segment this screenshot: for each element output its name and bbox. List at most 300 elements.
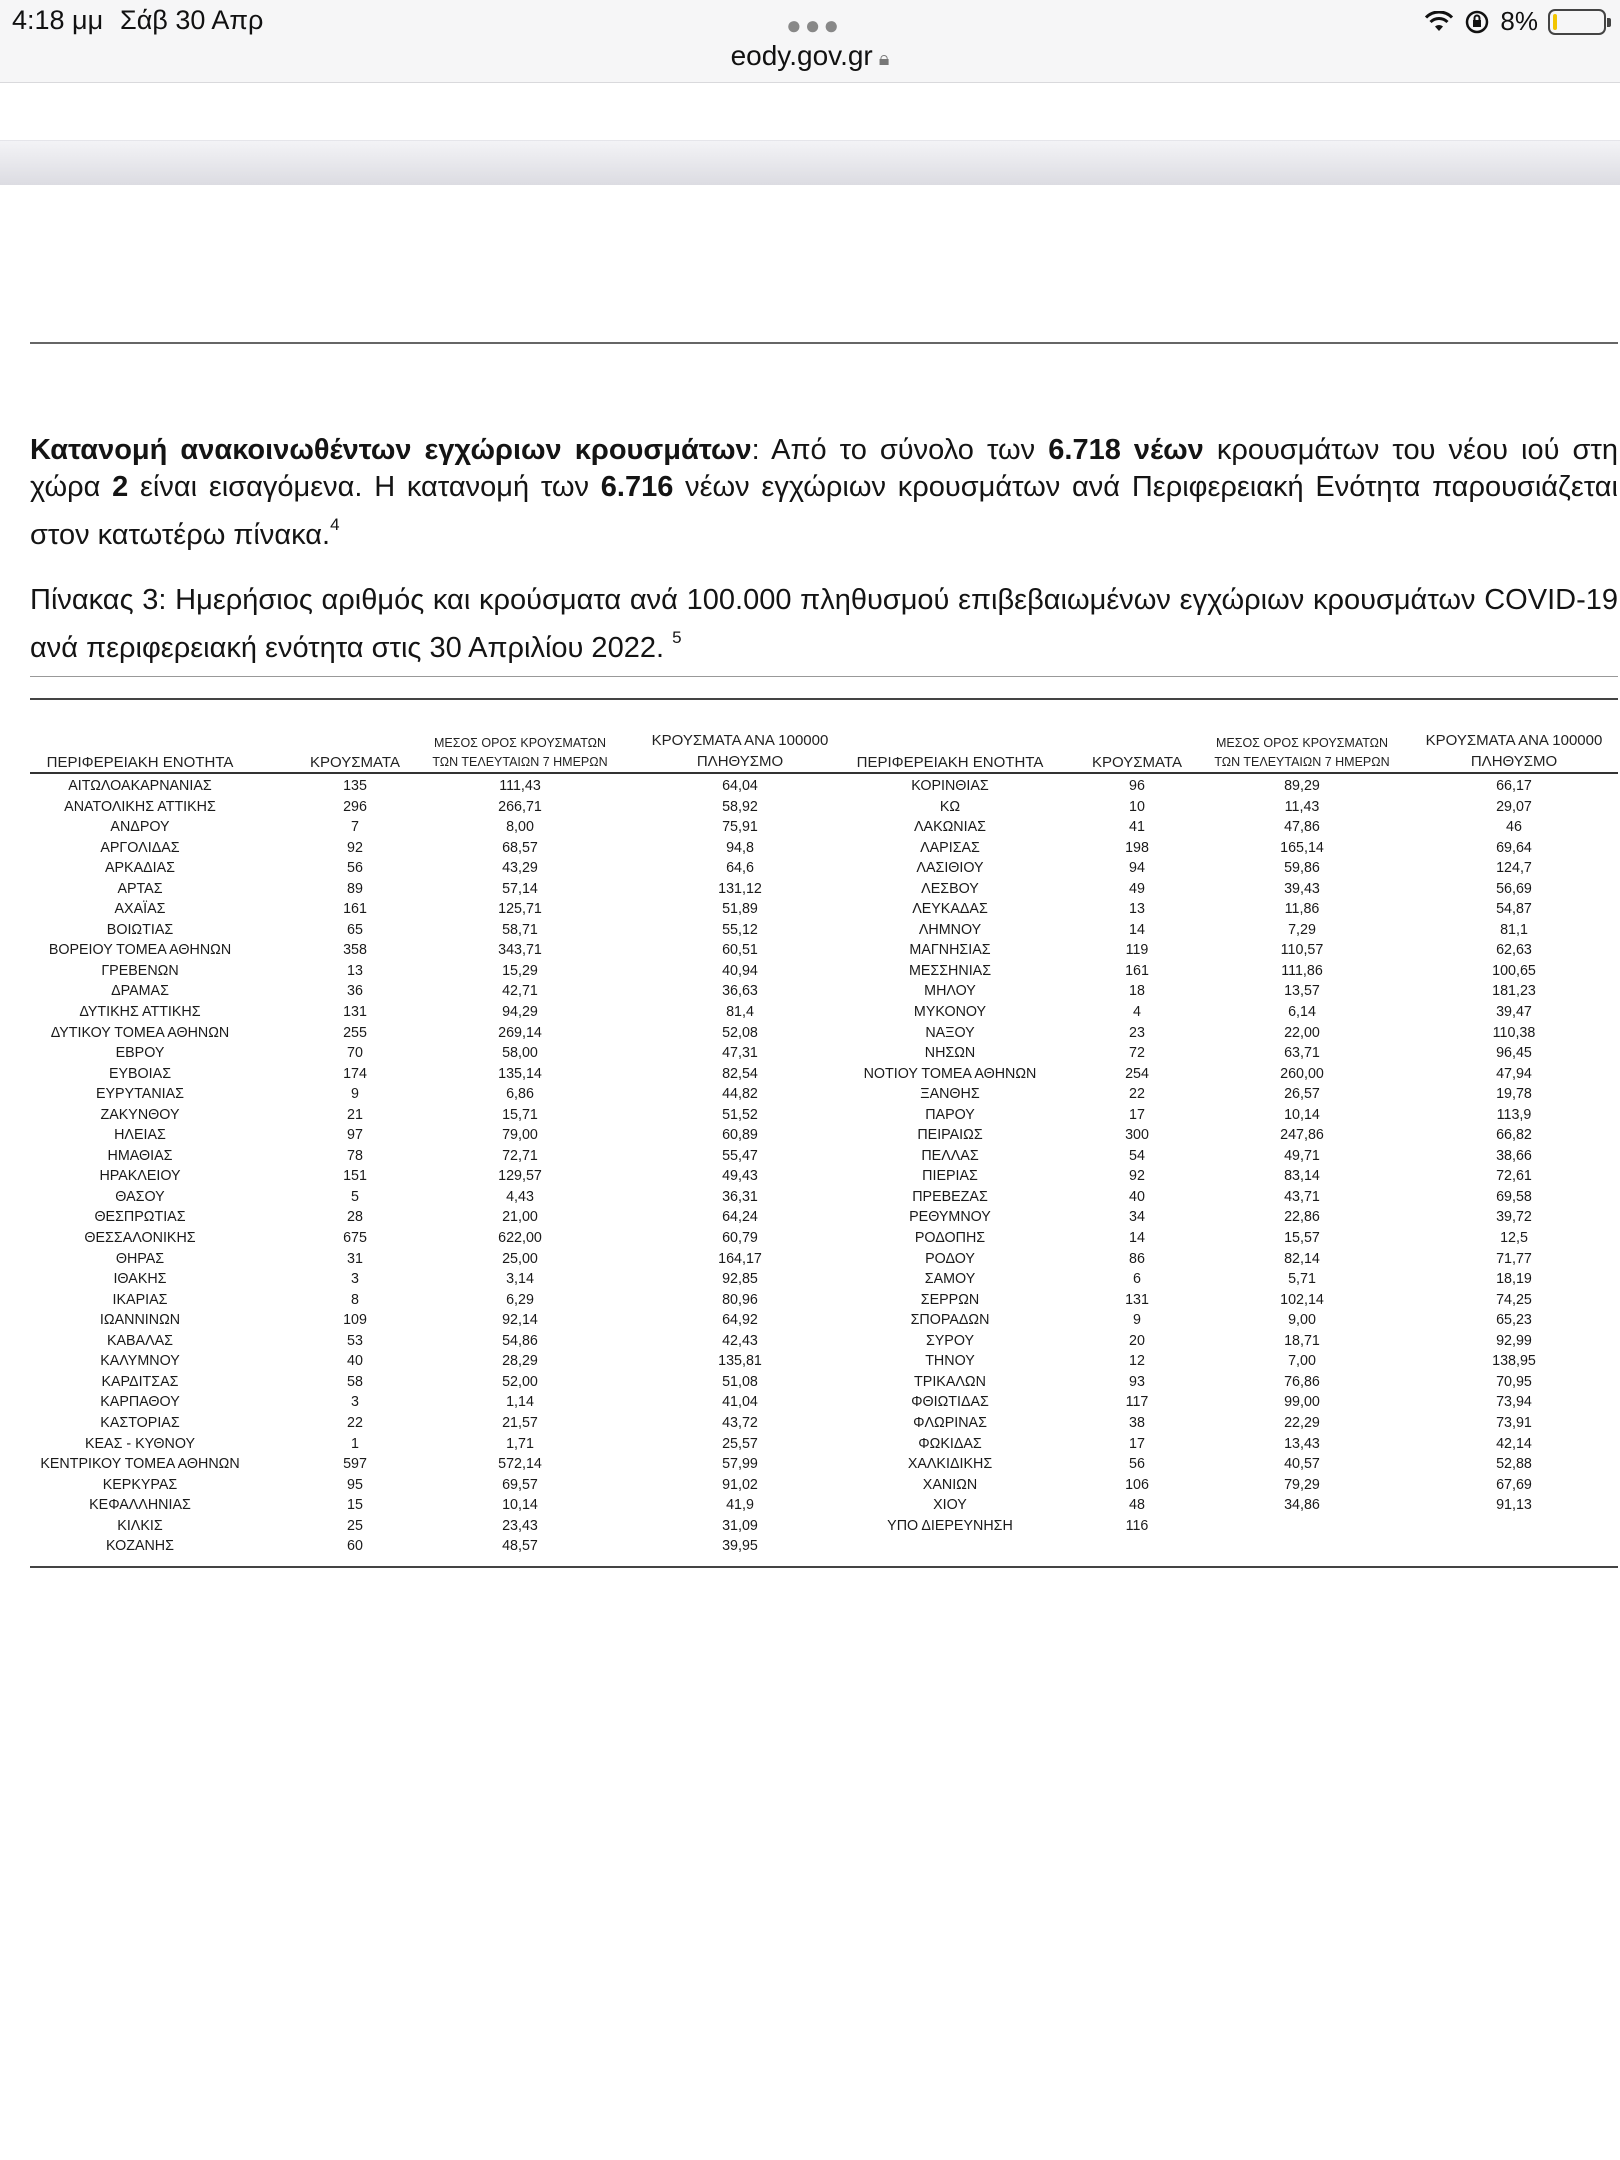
cell-cases: 675 — [343, 1230, 367, 1247]
cell-per-100k: 47,31 — [722, 1045, 758, 1062]
cell-cases: 358 — [343, 942, 367, 959]
cell-cases: 135 — [343, 778, 367, 794]
status-time: 4:18 μμ — [12, 5, 104, 35]
table-row — [30, 1475, 1618, 1496]
cell-cases: 96 — [1129, 778, 1145, 794]
cell-avg-7d: 129,57 — [498, 1168, 542, 1185]
cell-cases: 13 — [347, 962, 363, 979]
cell-per-100k: 43,72 — [722, 1414, 758, 1431]
table-row — [30, 858, 1618, 879]
table-row — [30, 817, 1618, 838]
cell-cases: 21 — [347, 1106, 363, 1123]
cell-region: ΘΕΣΠΡΩΤΙΑΣ — [94, 1209, 186, 1226]
cell-cases: 40 — [1129, 1188, 1145, 1205]
table-row — [30, 1084, 1618, 1105]
cell-region: ΡΕΘΥΜΝΟΥ — [909, 1209, 991, 1226]
cell-avg-7d: 8,00 — [506, 819, 534, 836]
cell-region: ΔΡΑΜΑΣ — [111, 983, 169, 1000]
cell-cases: 41 — [1129, 819, 1145, 836]
cell-avg-7d: 63,71 — [1284, 1045, 1320, 1062]
cell-region: ΣΕΡΡΩΝ — [920, 1291, 980, 1308]
cell-per-100k: 91,13 — [1496, 1497, 1532, 1514]
cell-avg-7d: 3,14 — [506, 1271, 534, 1288]
cell-per-100k: 60,89 — [722, 1127, 758, 1144]
cell-region: ΙΘΑΚΗΣ — [113, 1271, 167, 1288]
cell-per-100k: 29,07 — [1496, 798, 1532, 815]
cell-per-100k: 42,43 — [722, 1332, 758, 1349]
battery-icon — [1548, 9, 1606, 35]
cell-cases: 198 — [1125, 839, 1149, 856]
cell-per-100k: 42,14 — [1496, 1435, 1532, 1452]
cell-region: ΤΗΝΟΥ — [925, 1353, 975, 1370]
cell-avg-7d: 135,14 — [498, 1065, 542, 1082]
cell-region: ΗΡΑΚΛΕΙΟΥ — [99, 1168, 181, 1185]
table-row — [30, 1269, 1618, 1290]
cell-cases: 56 — [1129, 1456, 1145, 1473]
cell-avg-7d: 6,14 — [1288, 1004, 1316, 1021]
cell-cases: 49 — [1129, 880, 1145, 897]
cell-cases: 7 — [351, 819, 359, 836]
cell-region: ΗΛΕΙΑΣ — [114, 1127, 166, 1144]
cell-per-100k: 64,6 — [726, 860, 754, 877]
cell-avg-7d: 6,86 — [506, 1086, 534, 1103]
cell-avg-7d: 1,71 — [506, 1435, 534, 1452]
cell-avg-7d: 72,71 — [502, 1147, 538, 1164]
cell-cases: 131 — [1125, 1291, 1149, 1308]
cell-cases: 34 — [1129, 1209, 1145, 1226]
cell-region: ΘΑΣΟΥ — [115, 1188, 165, 1205]
table-top-rule — [30, 698, 1618, 700]
col-header-per-100k: ΚΡΟΥΣΜΑΤΑ ΑΝΑ 100000 ΠΛΗΘΥΣΜΟ — [651, 732, 829, 770]
cell-avg-7d: 58,71 — [502, 921, 538, 938]
cell-region: ΛΕΥΚΑΔΑΣ — [912, 901, 988, 918]
cell-per-100k: 72,61 — [1496, 1168, 1532, 1185]
cell-per-100k: 36,63 — [722, 983, 758, 1000]
cell-region: ΚΕΡΚΥΡΑΣ — [102, 1476, 178, 1493]
cell-region: ΚΑΣΤΟΡΙΑΣ — [100, 1414, 180, 1431]
cell-region: ΙΩΑΝΝΙΝΩΝ — [99, 1312, 181, 1329]
cell-avg-7d: 13,43 — [1284, 1435, 1320, 1452]
table-row — [30, 1023, 1618, 1044]
cell-region: ΦΛΩΡΙΝΑΣ — [913, 1414, 987, 1431]
cell-avg-7d: 57,14 — [502, 880, 538, 897]
cell-per-100k: 67,69 — [1496, 1476, 1532, 1493]
cell-avg-7d: 18,71 — [1284, 1332, 1320, 1349]
table-row — [30, 1516, 1618, 1537]
cell-region: ΚΕΦΑΛΛΗΝΙΑΣ — [89, 1497, 191, 1514]
table-row — [30, 1392, 1618, 1413]
cell-per-100k: 74,25 — [1496, 1291, 1532, 1308]
cell-avg-7d: 83,14 — [1284, 1168, 1320, 1185]
cell-region: ΣΥΡΟΥ — [925, 1332, 975, 1349]
cell-cases: 65 — [347, 921, 363, 938]
cell-region: ΣΠΟΡΑΔΩΝ — [910, 1312, 990, 1329]
cell-cases: 70 — [347, 1045, 363, 1062]
cell-avg-7d: 40,57 — [1284, 1456, 1320, 1473]
cell-region: ΓΡΕΒΕΝΩΝ — [101, 962, 179, 979]
cell-avg-7d: 28,29 — [502, 1353, 538, 1370]
cell-cases: 23 — [1129, 1024, 1145, 1041]
cell-region: ΚΟΡΙΝΘΙΑΣ — [911, 778, 989, 794]
cell-cases: 15 — [347, 1497, 363, 1514]
cell-region: ΠΡΕΒΕΖΑΣ — [912, 1188, 988, 1205]
table-row — [30, 838, 1618, 859]
table-row — [30, 1105, 1618, 1126]
cell-avg-7d: 125,71 — [498, 901, 542, 918]
cell-cases: 92 — [1129, 1168, 1145, 1185]
cell-cases: 94 — [1129, 860, 1145, 877]
cell-cases: 25 — [347, 1517, 363, 1534]
col-header-cases-2: ΚΡΟΥΣΜΑΤΑ — [1092, 754, 1182, 771]
cell-cases: 300 — [1125, 1127, 1149, 1144]
cell-per-100k: 69,58 — [1496, 1188, 1532, 1205]
cell-region: ΙΚΑΡΙΑΣ — [112, 1291, 168, 1308]
cell-avg-7d: 111,43 — [499, 778, 541, 794]
cell-per-100k: 40,94 — [722, 962, 758, 979]
cell-per-100k: 41,04 — [722, 1394, 758, 1411]
table-row — [30, 1228, 1618, 1249]
cell-avg-7d: 39,43 — [1284, 880, 1320, 897]
cell-per-100k: 73,94 — [1496, 1394, 1532, 1411]
cell-avg-7d: 622,00 — [498, 1230, 542, 1247]
cell-region: ΠΕΛΛΑΣ — [921, 1147, 979, 1164]
cell-per-100k: 64,24 — [722, 1209, 758, 1226]
cell-avg-7d: 69,57 — [502, 1476, 538, 1493]
cell-avg-7d: 110,57 — [1280, 942, 1324, 959]
cell-cases: 10 — [1129, 798, 1145, 815]
divider-caption — [30, 676, 1618, 677]
cell-region: ΑΡΚΑΔΙΑΣ — [104, 860, 176, 877]
cell-avg-7d: 47,86 — [1284, 819, 1320, 836]
rotation-lock-icon — [1464, 9, 1490, 35]
wifi-icon — [1424, 11, 1454, 33]
cell-per-100k: 52,88 — [1496, 1456, 1532, 1473]
cell-per-100k: 124,7 — [1496, 860, 1532, 877]
cell-per-100k: 164,17 — [718, 1250, 762, 1267]
cell-per-100k: 47,94 — [1496, 1065, 1532, 1082]
cell-avg-7d: 43,29 — [502, 860, 538, 877]
cell-cases: 151 — [343, 1168, 367, 1185]
table-row — [30, 1166, 1618, 1187]
table-header — [30, 730, 1618, 772]
cell-region: ΘΕΣΣΑΛΟΝΙΚΗΣ — [84, 1230, 196, 1247]
cell-per-100k: 52,08 — [722, 1024, 758, 1041]
footnote-ref[interactable]: 4 — [330, 515, 340, 534]
status-indicators — [1424, 6, 1606, 37]
col-header-avg-7d-2: ΜΕΣΟΣ ΟΡΟΣ ΚΡΟΥΣΜΑΤΩΝ ΤΩΝ ΤΕΛΕΥΤΑΙΩΝ 7 ΗΜΕΡΩΝ — [1214, 736, 1390, 769]
cell-cases: 53 — [347, 1332, 363, 1349]
cell-avg-7d: 21,00 — [502, 1209, 538, 1226]
cell-cases: 161 — [343, 901, 367, 918]
browser-status-bar — [0, 0, 1620, 83]
cell-cases: 36 — [347, 983, 363, 1000]
status-date: Σάβ 30 Απρ — [120, 5, 264, 35]
cell-per-100k: 66,17 — [1496, 778, 1532, 794]
cell-avg-7d: 9,00 — [1288, 1312, 1316, 1329]
cell-region: ΚΙΛΚΙΣ — [117, 1517, 163, 1534]
cell-cases: 174 — [343, 1065, 367, 1082]
cell-region: ΚΑΡΠΑΘΟΥ — [100, 1394, 180, 1411]
cell-region: ΚΕΑΣ - ΚΥΘΝΟΥ — [84, 1435, 196, 1452]
cell-avg-7d: 82,14 — [1284, 1250, 1320, 1267]
cell-cases: 93 — [1129, 1373, 1145, 1390]
cell-cases: 95 — [347, 1476, 363, 1493]
cell-per-100k: 55,47 — [722, 1147, 758, 1164]
cell-per-100k: 113,9 — [1496, 1106, 1532, 1123]
cell-cases: 89 — [347, 880, 363, 897]
cell-per-100k: 57,99 — [722, 1456, 758, 1473]
cell-cases: 6 — [1133, 1271, 1141, 1288]
cell-cases: 3 — [351, 1394, 359, 1411]
cell-cases: 92 — [347, 839, 363, 856]
cell-cases: 597 — [343, 1456, 367, 1473]
cell-avg-7d: 43,71 — [1284, 1188, 1320, 1205]
cell-region: ΣΑΜΟΥ — [924, 1271, 976, 1288]
cell-cases: 31 — [347, 1250, 363, 1267]
cell-cases: 9 — [1133, 1312, 1141, 1329]
cell-cases: 109 — [343, 1312, 367, 1329]
cell-per-100k: 39,95 — [722, 1538, 758, 1555]
cell-avg-7d: 269,14 — [498, 1024, 542, 1041]
table-row — [30, 1310, 1618, 1331]
table-row — [30, 1043, 1618, 1064]
cell-per-100k: 55,12 — [722, 921, 758, 938]
cell-cases: 17 — [1129, 1435, 1145, 1452]
table-row — [30, 1413, 1618, 1434]
cell-per-100k: 73,91 — [1496, 1414, 1532, 1431]
table-row — [30, 1331, 1618, 1352]
cell-per-100k: 131,12 — [718, 880, 762, 897]
cell-per-100k: 19,78 — [1496, 1086, 1532, 1103]
battery-level-fill — [1553, 14, 1557, 30]
table-row — [30, 1002, 1618, 1023]
cell-region: ΧΙΟΥ — [933, 1497, 967, 1514]
cell-avg-7d: 11,86 — [1284, 901, 1320, 918]
cell-per-100k: 64,04 — [722, 778, 758, 794]
cell-per-100k: 39,47 — [1496, 1004, 1532, 1021]
cell-avg-7d: 49,71 — [1284, 1147, 1320, 1164]
cell-avg-7d: 58,00 — [502, 1045, 538, 1062]
cell-cases: 18 — [1129, 983, 1145, 1000]
cell-region: ΔΥΤΙΚΟΥ ΤΟΜΕΑ ΑΘΗΝΩΝ — [50, 1024, 230, 1041]
cell-avg-7d: 15,71 — [502, 1106, 538, 1123]
cell-region: ΛΑΡΙΣΑΣ — [920, 839, 980, 856]
cell-per-100k: 12,5 — [1500, 1230, 1528, 1247]
cell-region: ΒΟΙΩΤΙΑΣ — [106, 921, 174, 938]
col-header-cases: ΚΡΟΥΣΜΑΤΑ — [310, 754, 400, 771]
cell-cases: 72 — [1129, 1045, 1145, 1062]
cell-per-100k: 110,38 — [1492, 1024, 1536, 1041]
cell-region: ΝΟΤΙΟΥ ΤΟΜΕΑ ΑΘΗΝΩΝ — [863, 1065, 1037, 1082]
cell-avg-7d: 5,71 — [1288, 1271, 1316, 1288]
cell-avg-7d: 22,29 — [1284, 1414, 1320, 1431]
cell-region: ΜΥΚΟΝΟΥ — [913, 1004, 987, 1021]
cell-region: ΑΧΑΪΑΣ — [114, 901, 166, 918]
table-body — [30, 776, 1618, 1557]
cell-per-100k: 92,85 — [722, 1271, 758, 1288]
cell-region: ΚΕΝΤΡΙΚΟΥ ΤΟΜΕΑ ΑΘΗΝΩΝ — [40, 1456, 240, 1473]
cell-cases: 56 — [347, 860, 363, 877]
table-row — [30, 1064, 1618, 1085]
cell-avg-7d: 11,43 — [1284, 798, 1320, 815]
cell-avg-7d: 92,14 — [502, 1312, 538, 1329]
battery-percent: 8% — [1500, 6, 1538, 36]
cell-avg-7d: 48,57 — [502, 1538, 538, 1555]
more-dots-icon[interactable]: ●●● — [786, 10, 843, 40]
cell-region: ΠΑΡΟΥ — [925, 1106, 975, 1123]
cell-cases: 8 — [351, 1291, 359, 1308]
cell-avg-7d: 42,71 — [502, 983, 538, 1000]
cell-avg-7d: 4,43 — [506, 1188, 534, 1205]
cell-region: ΜΕΣΣΗΝΙΑΣ — [908, 962, 992, 979]
cell-region: ΛΗΜΝΟΥ — [918, 921, 982, 938]
cell-avg-7d: 7,00 — [1288, 1353, 1316, 1370]
table-row — [30, 1125, 1618, 1146]
table-row — [30, 776, 1618, 797]
table-row — [30, 920, 1618, 941]
cases-table — [30, 730, 1618, 1555]
cell-avg-7d: 99,00 — [1284, 1394, 1320, 1411]
table-caption: Πίνακας 3: Ημερήσιος αριθμός και κρούσματα ανά 100.000 πληθυσμού επιβεβαιωμένων εγχώριων κρουσμάτων COVID-19 ανά περιφερειακή ενότητα στις 30 Απριλίου 2022. $^5$ — [30, 584, 1618, 664]
cell-per-100k: 54,87 — [1496, 901, 1532, 918]
cell-avg-7d: 15,29 — [502, 962, 538, 979]
cell-per-100k: 70,95 — [1496, 1373, 1532, 1390]
distribution-paragraph: Κατανομή ανακοινωθέντων εγχώριων κρουσμάτων: Από το σύνολο των 6.718 νέων κρουσμάτων του νέου ιού στη χώρα 2 είναι εισαγόμενα. Η κατανομή των 6.716 νέων εγχώριων κρουσμάτων ανά Περιφερειακή Ενότητα παρουσιάζεται στον κατωτέρω πίνακα.$^4$ — [30, 434, 1619, 551]
cell-per-100k: 62,63 — [1496, 942, 1532, 959]
table-row — [30, 1454, 1618, 1475]
table-row — [30, 961, 1618, 982]
cell-cases: 86 — [1129, 1250, 1145, 1267]
cell-region: ΤΡΙΚΑΛΩΝ — [914, 1373, 986, 1390]
cell-per-100k: 80,96 — [722, 1291, 758, 1308]
cell-per-100k: 46 — [1506, 819, 1522, 836]
table-row — [30, 1146, 1618, 1167]
cell-per-100k: 39,72 — [1496, 1209, 1532, 1226]
footnote-ref[interactable]: 5 — [672, 628, 682, 647]
cell-region: ΜΑΓΝΗΣΙΑΣ — [909, 942, 991, 959]
cell-cases: 131 — [343, 1004, 367, 1021]
cell-per-100k: 96,45 — [1496, 1045, 1532, 1062]
cell-per-100k: 58,92 — [722, 798, 758, 815]
url-text: eody.gov.gr — [730, 40, 873, 71]
table-row — [30, 1434, 1618, 1455]
cell-per-100k: 75,91 — [722, 819, 758, 836]
cell-cases: 117 — [1125, 1394, 1149, 1411]
cell-cases: 17 — [1129, 1106, 1145, 1123]
cell-avg-7d: 54,86 — [502, 1332, 538, 1349]
cell-region: ΞΑΝΘΗΣ — [920, 1086, 980, 1103]
cell-avg-7d: 76,86 — [1284, 1373, 1320, 1390]
cell-per-100k: 18,19 — [1496, 1271, 1532, 1288]
cell-cases: 4 — [1133, 1004, 1141, 1021]
table-row — [30, 1495, 1618, 1516]
cell-cases: 20 — [1129, 1332, 1145, 1349]
cell-cases: 14 — [1129, 921, 1145, 938]
cell-cases: 1 — [351, 1435, 359, 1452]
col-header-per-100k-2: ΚΡΟΥΣΜΑΤΑ ΑΝΑ 100000 ΠΛΗΘΥΣΜΟ — [1425, 732, 1603, 770]
address-bar[interactable] — [0, 40, 1620, 72]
cell-region: ΝΗΣΩΝ — [924, 1045, 976, 1062]
cell-per-100k: 60,79 — [722, 1230, 758, 1247]
cell-region: ΡΟΔΟΥ — [925, 1250, 975, 1267]
cell-region: ΖΑΚΥΝΘΟΥ — [100, 1106, 180, 1123]
cell-region: ΥΠΟ ΔΙΕΡΕΥΝΗΣΗ — [887, 1517, 1013, 1534]
cell-cases: 3 — [351, 1271, 359, 1288]
cell-region: ΕΥΒΟΙΑΣ — [108, 1065, 172, 1082]
cell-cases: 60 — [347, 1538, 363, 1555]
cell-avg-7d: 21,57 — [502, 1414, 538, 1431]
cell-per-100k: 91,02 — [722, 1476, 758, 1493]
col-header-region-2: ΠΕΡΙΦΕΡΕΙΑΚΗ ΕΝΟΤΗΤΑ — [856, 754, 1044, 771]
cell-region: ΚΑΡΔΙΤΣΑΣ — [101, 1373, 179, 1390]
cell-avg-7d: 89,29 — [1284, 778, 1320, 794]
table-row — [30, 1207, 1618, 1228]
cell-per-100k: 81,1 — [1500, 921, 1528, 938]
cell-avg-7d: 111,86 — [1281, 962, 1323, 979]
cell-region: ΕΒΡΟΥ — [115, 1045, 165, 1062]
cell-cases: 254 — [1125, 1065, 1149, 1082]
cell-region: ΛΑΣΙΘΙΟΥ — [916, 860, 984, 877]
cell-avg-7d: 68,57 — [502, 839, 538, 856]
table-row — [30, 1372, 1618, 1393]
cell-cases: 78 — [347, 1147, 363, 1164]
table-row — [30, 797, 1618, 818]
cell-region: ΚΑΛΥΜΝΟΥ — [100, 1353, 180, 1370]
cell-avg-7d: 59,86 — [1284, 860, 1320, 877]
cell-per-100k: 41,9 — [726, 1497, 754, 1514]
col-header-avg-7d: ΜΕΣΟΣ ΟΡΟΣ ΚΡΟΥΣΜΑΤΩΝ ΤΩΝ ΤΕΛΕΥΤΑΙΩΝ 7 ΗΜΕΡΩΝ — [432, 736, 608, 769]
table-row — [30, 879, 1618, 900]
cell-region: ΛΕΣΒΟΥ — [921, 880, 979, 897]
header-rule — [30, 772, 1618, 774]
cell-per-100k: 181,23 — [1492, 983, 1536, 1000]
cell-cases: 54 — [1129, 1147, 1145, 1164]
cell-cases: 28 — [347, 1209, 363, 1226]
cell-per-100k: 94,8 — [726, 839, 754, 856]
cell-region: ΑΝΑΤΟΛΙΚΗΣ ΑΤΤΙΚΗΣ — [64, 798, 216, 815]
cell-avg-7d: 22,00 — [1284, 1024, 1320, 1041]
cell-region: ΗΜΑΘΙΑΣ — [107, 1147, 173, 1164]
cell-cases: 13 — [1129, 901, 1145, 918]
cell-region: ΠΕΙΡΑΙΩΣ — [917, 1127, 983, 1144]
cell-avg-7d: 10,14 — [1284, 1106, 1320, 1123]
cell-per-100k: 60,51 — [722, 942, 758, 959]
cell-region: ΑΙΤΩΛΟΑΚΑΡΝΑΝΙΑΣ — [68, 778, 212, 794]
cell-per-100k: 38,66 — [1496, 1147, 1532, 1164]
cell-per-100k: 82,54 — [722, 1065, 758, 1082]
cell-per-100k: 138,95 — [1492, 1353, 1536, 1370]
paragraph-lead: Κατανομή ανακοινωθέντων εγχώριων κρουσμάτων — [30, 434, 752, 466]
cell-cases: 40 — [347, 1353, 363, 1370]
cell-per-100k: 51,52 — [722, 1106, 758, 1123]
cell-region: ΦΘΙΩΤΙΔΑΣ — [911, 1394, 989, 1411]
table-row — [30, 1351, 1618, 1372]
cell-cases: 22 — [1129, 1086, 1145, 1103]
table-row — [30, 981, 1618, 1002]
cell-avg-7d: 343,71 — [498, 942, 542, 959]
cell-region: ΑΡΓΟΛΙΔΑΣ — [100, 839, 180, 856]
cell-region: ΘΗΡΑΣ — [115, 1250, 165, 1267]
cell-per-100k: 92,99 — [1496, 1332, 1532, 1349]
table-row — [30, 899, 1618, 920]
cell-per-100k: 36,31 — [722, 1188, 758, 1205]
cell-per-100k: 81,4 — [726, 1004, 754, 1021]
cell-region: ΑΝΔΡΟΥ — [110, 819, 170, 836]
cell-avg-7d: 102,14 — [1280, 1291, 1324, 1308]
cell-cases: 296 — [343, 798, 367, 815]
cell-region: ΚΩ — [939, 798, 961, 815]
cell-per-100k: 65,23 — [1496, 1312, 1532, 1329]
